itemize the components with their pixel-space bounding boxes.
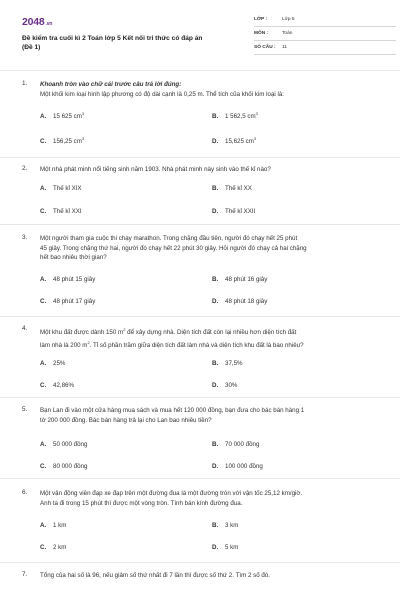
option-a[interactable]: A. 48 phút 15 giây: [40, 276, 96, 283]
divider: [0, 70, 400, 71]
question-text: Một người tham gia cuộc thi chạy marathon. Trong chặng đầu tiên, người đó chạy hết 25 phút 45 giây. Trong chặng thứ hai, người đó chạy hết 22 phút 30 giây. Hỏi người đó chạy cả hai chặng hết bao nhiêu thời gian?: [40, 235, 307, 261]
option-b[interactable]: B. 37,5%: [212, 360, 243, 367]
question-text: Khoanh tròn vào chữ cái trước câu trả lời đúng: Một khối kim loại hình lập phương có độ dài cạnh là 0,25 m. Thể tích của khối kim loại là:: [40, 81, 285, 98]
page-title: Đề kiểm tra cuối kì 2 Toán lớp 5 Kết nối tri thức có đáp án (Đề 1): [22, 35, 203, 51]
option-c[interactable]: C. 2 km: [40, 544, 67, 551]
option-d[interactable]: D. 15,625 $cm^3$: [212, 136, 257, 145]
meta-class-row: LỚP : Lớp 5: [254, 16, 396, 27]
divider: [0, 316, 400, 317]
option-c[interactable]: C. Thế kỉ XXI: [40, 208, 82, 215]
divider: [0, 562, 400, 563]
meta-count-row: SỐ CÂU : 11: [254, 44, 396, 55]
divider: [0, 157, 400, 158]
question-1: 1. Khoanh tròn vào chữ cái trước câu trả lời đúng: Một khối kim loại hình lập phương có độ dài cạnh là 0,25 m. Thể tích của khối kim loại là: A. 15 625 $cm^3$ B. 1 562,5 $cm^3$ C. 156,25 $cm^3$ D. 15,625 $cm^3$: [22, 80, 382, 155]
question-7: 7. Tổng của hai số là 96, nếu giảm số thứ nhất đi 7 lần thì được số thứ 2. Tìm 2 số đó.: [22, 571, 382, 585]
option-c[interactable]: C. 42,86%: [40, 382, 74, 389]
question-4: 4. Một khu đất được dành 150 $m^2$ để xây dựng nhà. Diện tích đất còn lại nhiều hơn diện tích đất làm nhà là 200 $m^2$. Tỉ số phần trăm giữa diện tích đất làm nhà và diện tích khu đất là bao nhiêu? A. 25% B. 37,5% C. 42,86% D. 30%: [22, 325, 382, 393]
option-d[interactable]: D. 100 000 đồng: [212, 463, 263, 470]
divider: [0, 397, 400, 398]
meta-subject-row: MÔN : Toán: [254, 30, 396, 41]
option-a[interactable]: A. Thế kỉ XIX: [40, 185, 82, 192]
option-c[interactable]: C. 156,25 $cm^3$: [40, 136, 85, 145]
option-a[interactable]: A. 50 000 đồng: [40, 441, 88, 448]
question-5: 5. Bạn Lan đi vào một cửa hàng mua sách và mua hết 120 000 đồng, bạn đưa cho bác bán hàng 1 tờ 200 000 đồng. Bác bán hàng trả lại cho Lan bao nhiêu tiền? A. 50 000 đồng B. 70 000 đồng C. 80 000 đồng D. 100 000 đồng: [22, 406, 382, 474]
option-b[interactable]: B. 1 562,5 $cm^3$: [212, 111, 258, 120]
option-d[interactable]: D. 48 phút 18 giây: [212, 298, 268, 305]
option-d[interactable]: D. Thế kỉ XXII: [212, 208, 256, 215]
question-3: 3. Một người tham gia cuộc thi chạy marathon. Trong chặng đầu tiên, người đó chạy hết 25 phút 45 giây. Trong chặng thứ hai, người đó chạy hết 22 phút 30 giây. Hỏi người đó chạy cả hai chặng hết bao nhiêu thời gian? A. 48 phút 15 giây B. 48 phút 16 giây C. 48 phút 17 giây D. 48 phút 18 giây: [22, 234, 382, 312]
site-logo[interactable]: 2048.vn: [22, 16, 53, 28]
option-a[interactable]: A. 1 km: [40, 522, 67, 529]
question-6: 6. Một vận động viên đạp xe đạp trên một đường đua là một đường tròn với vận tốc 25,12 km/giờ. Anh ta đi trong 15 phút thì được một vòng tròn. Tính bán kính đường đua. A. 1 km B. 3 km C. 2 km D. 5 km: [22, 489, 382, 557]
option-a[interactable]: A. 25%: [40, 360, 66, 367]
option-b[interactable]: B. 70 000 đồng: [212, 441, 260, 448]
question-text: Tổng của hai số là 96, nếu giảm số thứ nhất đi 7 lần thì được số thứ 2. Tìm 2 số đó.: [40, 572, 270, 579]
exam-meta: [254, 16, 396, 58]
option-c[interactable]: C. 48 phút 17 giây: [40, 298, 96, 305]
option-a[interactable]: A. 15 625 $cm^3$: [40, 111, 85, 120]
option-c[interactable]: C. 80 000 đồng: [40, 463, 88, 470]
option-d[interactable]: D. 5 km: [212, 544, 239, 551]
question-2: 2. Một nhà phát minh nổi tiếng sinh năm 1903. Nhà phát minh này sinh vào thế kỉ nào? A. Thế kỉ XIX B. Thế kỉ XX C. Thế kỉ XXI D. Thế kỉ XXII: [22, 165, 382, 221]
option-b[interactable]: B. 3 km: [212, 522, 239, 529]
question-text: Một nhà phát minh nổi tiếng sinh năm 1903. Nhà phát minh này sinh vào thế kỉ nào?: [40, 166, 271, 173]
option-b[interactable]: B. Thế kỉ XX: [212, 185, 252, 192]
question-text: Một vận động viên đạp xe đạp trên một đường đua là một đường tròn với vận tốc 25,12 km/giờ. Anh ta đi trong 15 phút thì được một vòng tròn. Tính bán kính đường đua.: [40, 490, 303, 507]
page-header: [22, 16, 382, 64]
divider: [0, 478, 400, 479]
option-b[interactable]: B. 48 phút 16 giây: [212, 276, 268, 283]
question-text: Bạn Lan đi vào một cửa hàng mua sách và mua hết 120 000 đồng, bạn đưa cho bác bán hàng 1 tờ 200 000 đồng. Bác bán hàng trả lại cho Lan bao nhiêu tiền?: [40, 407, 305, 424]
question-text: Một khu đất được dành 150 $m^2$ để xây dựng nhà. Diện tích đất còn lại nhiều hơn diện tích đất làm nhà là 200 $m^2$. Tỉ số phần trăm giữa diện tích đất làm nhà và diện tích khu đất là bao nhiêu?: [40, 327, 304, 349]
option-d[interactable]: D. 30%: [212, 382, 238, 389]
divider: [0, 224, 400, 225]
